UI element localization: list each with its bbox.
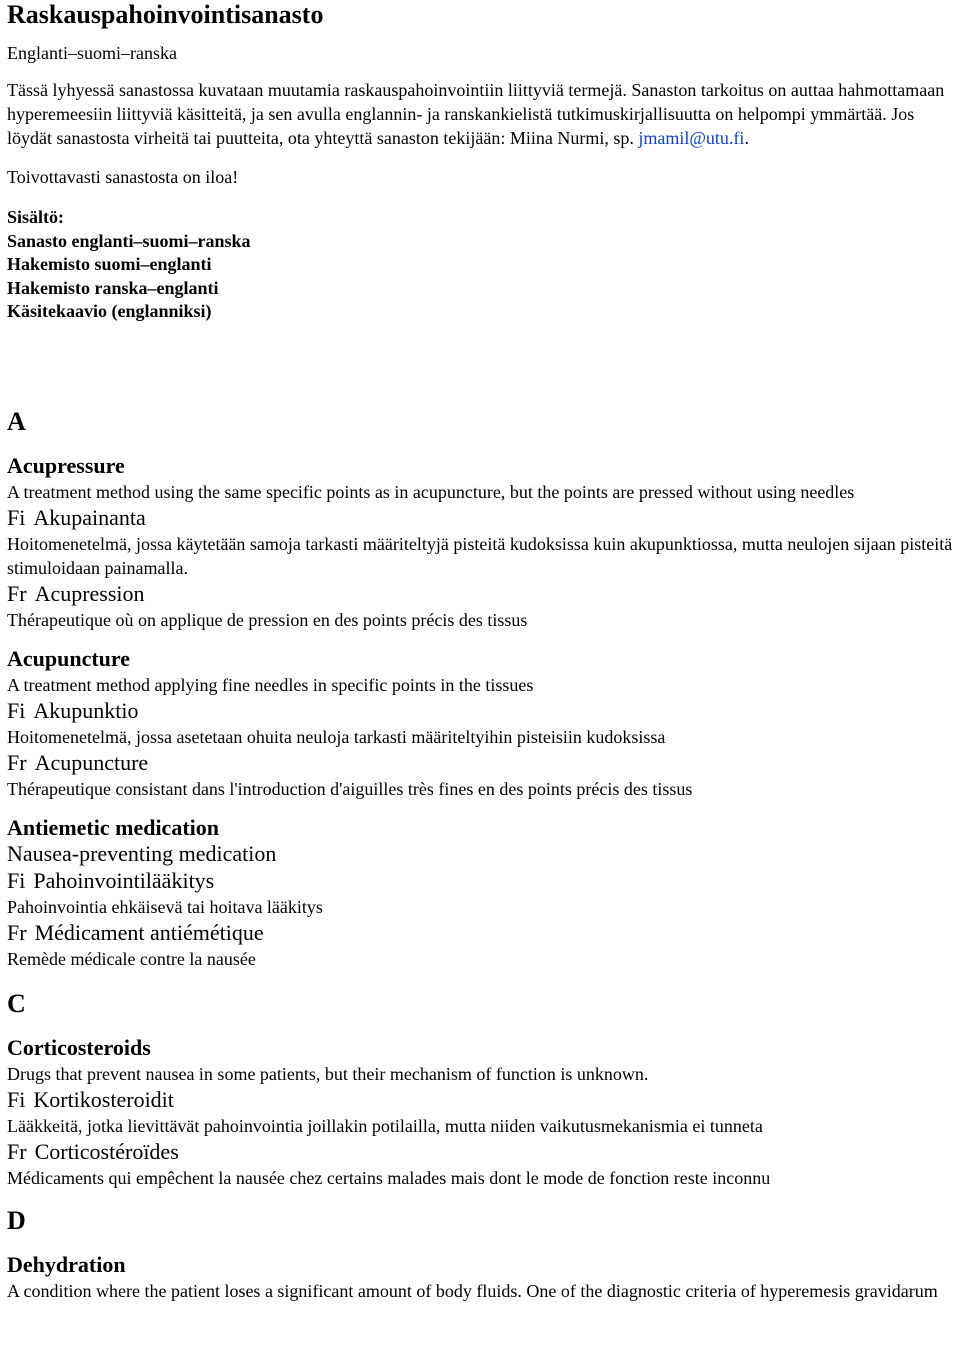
- lang-code-fr: Fr: [7, 580, 27, 606]
- fi-term-text: Akupainanta: [33, 504, 146, 530]
- entry-fr-definition: Médicaments qui empêchent la nausée chez certains malades mais dont le mode de fonction reste inconnu: [7, 1167, 771, 1188]
- entry-acupuncture: [7, 646, 953, 801]
- intro-text: Tässä lyhyessä sanastossa kuvataan muutamia raskauspahoinvointiin liittyviä termejä. Sanaston tarkoitus on auttaa hahmottamaan hyperemeesiin liittyviä käsitteitä, ja sen avulla englannin- ja ranskankielistä tutkimuskirjallisuutta on helpompi ymmärtää. Jos löydät sanastosta virheitä tai puutteita, ota yhteyttä sanaston tekijään: Miina Nurmi, sp.: [7, 80, 945, 148]
- email-link[interactable]: jmamil@utu.fi: [638, 128, 745, 148]
- lang-code-fr: Fr: [7, 919, 27, 945]
- entry-fr-term: [7, 580, 953, 607]
- entry-fr-term: [7, 749, 953, 776]
- closing-line: Toivottavasti sanastosta on iloa!: [7, 167, 239, 187]
- entry-term: Antiemetic medication: [7, 814, 219, 840]
- entry-definition: A treatment method using the same specific points as in acupuncture, but the points are pressed without using needles: [7, 481, 855, 502]
- entry-fi-definition: Hoitomenetelmä, jossa käytetään samoja tarkasti määriteltyjä pisteitä kudoksissa kuin akupunktiossa, mutta neulojen sijaan pisteitä stimuloidaan painamalla.: [7, 533, 953, 578]
- fr-term-text: Corticostéroïdes: [34, 1138, 179, 1164]
- entry-corticosteroids: [7, 1035, 953, 1190]
- entry-definition: Drugs that prevent nausea in some patients, but their mechanism of function is unknown.: [7, 1063, 649, 1084]
- document-subtitle: Englanti–suomi–ranska: [7, 43, 177, 63]
- section-letter-d: D: [7, 1205, 26, 1235]
- fr-term-text: Acupression: [34, 580, 145, 606]
- document-title: Raskauspahoinvointisanasto: [7, 0, 324, 29]
- fi-term-text: Pahoinvointilääkitys: [33, 867, 215, 893]
- entry-definition: A condition where the patient loses a significant amount of body fluids. One of the diagnostic criteria of hyperemesis gravidarum: [7, 1280, 938, 1301]
- entry-fi-term: [7, 504, 953, 531]
- entry-synonym: Nausea-preventing medication: [7, 840, 277, 866]
- toc-link-sanasto[interactable]: Sanasto englanti–suomi–ranska: [7, 230, 251, 251]
- entry-fr-definition: Remède médicale contre la nausée: [7, 948, 256, 969]
- toc-heading: Sisältö:: [7, 207, 65, 227]
- lang-code-fi: Fi: [7, 697, 26, 723]
- toc-link-kasitekaavio[interactable]: Käsitekaavio (englanniksi): [7, 301, 212, 321]
- entry-fr-definition: Thérapeutique où on applique de pression en des points précis des tissus: [7, 609, 528, 630]
- entry-fi-definition: Hoitomenetelmä, jossa asetetaan ohuita neuloja tarkasti määriteltyihin pisteisiin kudoksissa: [7, 726, 666, 747]
- lang-code-fi: Fi: [7, 867, 26, 893]
- intro-end: .: [744, 128, 749, 148]
- lang-code-fr: Fr: [7, 1138, 27, 1164]
- entry-fi-term: [7, 867, 953, 894]
- entry-fi-definition: Lääkkeitä, jotka lievittävät pahoinvointia joillakin potilailla, mutta niiden vaikutusmekanismia ei tunneta: [7, 1115, 763, 1136]
- entry-term: Corticosteroids: [7, 1034, 151, 1060]
- lang-code-fi: Fi: [7, 1086, 26, 1112]
- table-of-contents: [7, 206, 953, 324]
- entry-acupressure: [7, 453, 953, 632]
- entry-fr-term: [7, 919, 953, 946]
- fr-term-text: Médicament antiémétique: [34, 919, 264, 945]
- fi-term-text: Kortikosteroidit: [33, 1086, 174, 1112]
- section-letter-a: A: [7, 406, 26, 436]
- entry-fr-term: [7, 1138, 953, 1165]
- lang-code-fi: Fi: [7, 504, 26, 530]
- entry-dehydration: [7, 1252, 953, 1303]
- entry-definition: A treatment method applying fine needles in specific points in the tissues: [7, 674, 534, 695]
- fi-term-text: Akupunktio: [33, 697, 139, 723]
- entry-fi-term: [7, 697, 953, 724]
- section-letter-c: C: [7, 988, 26, 1018]
- entry-antiemetic-medication: [7, 815, 953, 971]
- intro-paragraph: [7, 78, 953, 150]
- entry-fi-term: [7, 1086, 953, 1113]
- lang-code-fr: Fr: [7, 749, 27, 775]
- toc-link-hakemisto-suomi[interactable]: Hakemisto suomi–englanti: [7, 254, 212, 274]
- entry-term: Acupressure: [7, 452, 125, 478]
- entry-fr-definition: Thérapeutique consistant dans l'introduction d'aiguilles très fines en des points précis des tissus: [7, 778, 693, 799]
- toc-link-hakemisto-ranska[interactable]: Hakemisto ranska–englanti: [7, 277, 219, 298]
- entry-fi-definition: Pahoinvointia ehkäisevä tai hoitava lääkitys: [7, 896, 323, 917]
- entry-term: Acupuncture: [7, 645, 131, 671]
- entry-term: Dehydration: [7, 1251, 126, 1277]
- fr-term-text: Acupuncture: [34, 749, 149, 775]
